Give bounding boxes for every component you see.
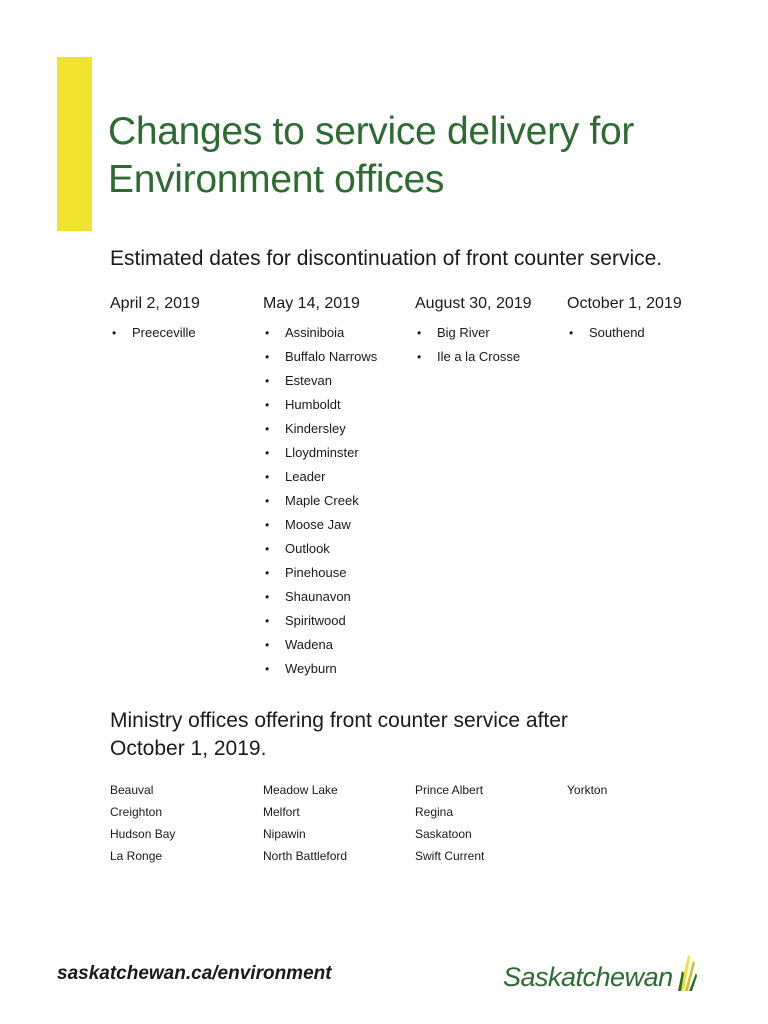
ministry-office: Prince Albert bbox=[415, 783, 484, 797]
ministry-office: La Ronge bbox=[110, 849, 163, 863]
bullet-icon: • bbox=[569, 326, 574, 340]
ministry-office: Yorkton bbox=[567, 783, 608, 797]
ministry-office: Regina bbox=[415, 805, 454, 819]
office-name: Southend bbox=[589, 325, 645, 340]
office-name: Big River bbox=[437, 325, 490, 340]
office-list bbox=[263, 321, 413, 681]
ministry-column bbox=[263, 779, 413, 867]
office-name: Kindersley bbox=[285, 421, 346, 436]
list-item bbox=[263, 417, 413, 441]
bullet-icon: • bbox=[265, 326, 270, 340]
list-item bbox=[263, 489, 413, 513]
date-heading: October 1, 2019 bbox=[567, 295, 682, 312]
list-item bbox=[415, 345, 565, 369]
ministry-column bbox=[567, 779, 717, 801]
list-item bbox=[263, 657, 413, 681]
office-name: Shaunavon bbox=[285, 589, 351, 604]
ministry-office: Saskatoon bbox=[415, 827, 472, 841]
office-name: Outlook bbox=[285, 541, 330, 556]
saskatchewan-logo bbox=[503, 953, 698, 997]
office-name: Ile a la Crosse bbox=[437, 349, 521, 364]
list-item bbox=[263, 513, 413, 537]
ministry-office: Creighton bbox=[110, 805, 163, 819]
ministry-office: Melfort bbox=[263, 805, 300, 819]
bullet-icon: • bbox=[265, 662, 270, 676]
bullet-icon: • bbox=[265, 614, 270, 628]
office-name: Assiniboia bbox=[285, 325, 345, 340]
dates-column bbox=[415, 293, 565, 369]
bullet-icon: • bbox=[265, 398, 270, 412]
bullet-icon: • bbox=[265, 638, 270, 652]
estimated-dates-heading: Estimated dates for discontinuation of front counter service. bbox=[110, 247, 663, 270]
office-name: Moose Jaw bbox=[285, 517, 351, 532]
bullet-icon: • bbox=[265, 590, 270, 604]
office-name: Weyburn bbox=[285, 661, 337, 676]
office-name: Lloydminster bbox=[285, 445, 359, 460]
bullet-icon: • bbox=[265, 566, 270, 580]
date-heading: May 14, 2019 bbox=[263, 295, 360, 312]
dates-column bbox=[110, 293, 260, 345]
bullet-icon: • bbox=[265, 494, 270, 508]
ministry-offices-heading: Ministry offices offering front counter service after October 1, 2019. bbox=[110, 709, 568, 760]
bullet-icon: • bbox=[112, 326, 117, 340]
office-name: Spiritwood bbox=[285, 613, 346, 628]
list-item bbox=[263, 345, 413, 369]
list-item bbox=[263, 537, 413, 561]
ministry-column bbox=[415, 779, 565, 867]
office-name: Buffalo Narrows bbox=[285, 349, 378, 364]
office-list bbox=[110, 321, 260, 345]
office-name: Preeceville bbox=[132, 325, 196, 340]
list-item bbox=[567, 321, 717, 345]
list-item bbox=[263, 369, 413, 393]
list-item bbox=[263, 585, 413, 609]
list-item bbox=[110, 321, 260, 345]
bullet-icon: • bbox=[265, 518, 270, 532]
list-item bbox=[263, 393, 413, 417]
wheat-sheaf-icon bbox=[676, 953, 698, 993]
bullet-icon: • bbox=[417, 326, 422, 340]
ministry-office: North Battleford bbox=[263, 849, 348, 863]
ministry-column bbox=[110, 779, 260, 867]
list-item bbox=[263, 609, 413, 633]
bullet-icon: • bbox=[265, 446, 270, 460]
list-item bbox=[263, 441, 413, 465]
date-heading: April 2, 2019 bbox=[110, 295, 200, 312]
date-heading: August 30, 2019 bbox=[415, 295, 532, 312]
office-name: Leader bbox=[285, 469, 326, 484]
office-list bbox=[567, 321, 717, 345]
dates-column bbox=[567, 293, 717, 345]
logo-wordmark: Saskatchewan bbox=[503, 962, 673, 992]
office-name: Humboldt bbox=[285, 397, 341, 412]
bullet-icon: • bbox=[265, 374, 270, 388]
list-item bbox=[263, 561, 413, 585]
accent-bar bbox=[57, 57, 92, 231]
list-item bbox=[263, 465, 413, 489]
dates-column bbox=[263, 293, 413, 681]
ministry-office: Nipawin bbox=[263, 827, 306, 841]
office-name: Wadena bbox=[285, 637, 333, 652]
list-item bbox=[263, 321, 413, 345]
bullet-icon: • bbox=[265, 470, 270, 484]
list-item bbox=[263, 633, 413, 657]
bullet-icon: • bbox=[265, 422, 270, 436]
bullet-icon: • bbox=[265, 542, 270, 556]
ministry-office: Beauval bbox=[110, 783, 154, 797]
ministry-office: Hudson Bay bbox=[110, 827, 176, 841]
ministry-office: Swift Current bbox=[415, 849, 485, 863]
office-name: Pinehouse bbox=[285, 565, 347, 580]
office-name: Estevan bbox=[285, 373, 332, 388]
bullet-icon: • bbox=[417, 350, 422, 364]
footer-url-link[interactable]: saskatchewan.ca/environment bbox=[57, 963, 332, 984]
bullet-icon: • bbox=[265, 350, 270, 364]
page-title: Changes to service delivery for Environment offices bbox=[108, 110, 635, 201]
list-item bbox=[415, 321, 565, 345]
office-name: Maple Creek bbox=[285, 493, 359, 508]
ministry-office: Meadow Lake bbox=[263, 783, 338, 797]
office-list bbox=[415, 321, 565, 369]
